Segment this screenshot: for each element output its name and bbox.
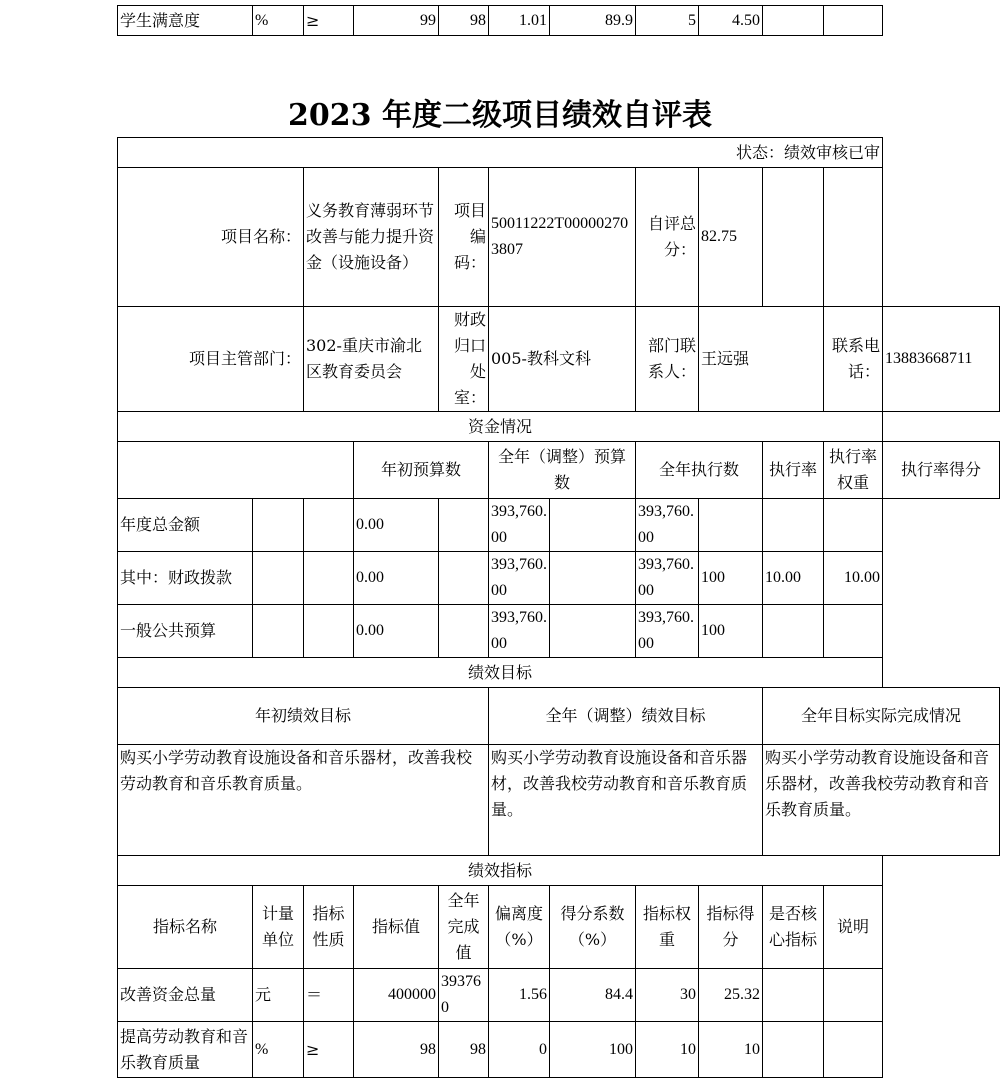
department-label: 项目主管部门： xyxy=(118,307,304,412)
deviation: 0 xyxy=(489,1022,550,1078)
table-row xyxy=(118,1022,1000,1078)
funds-rate xyxy=(699,499,763,552)
ind-header-deviation: 偏离度（%） xyxy=(489,886,550,969)
self-evaluation-table xyxy=(117,137,1000,1078)
actual-value: 393760 xyxy=(439,969,489,1022)
indicator-name: 学生满意度 xyxy=(118,6,253,36)
funds-weight: 10.00 xyxy=(763,552,824,605)
funds-initial: 0.00 xyxy=(354,552,439,605)
unit: 元 xyxy=(253,969,304,1022)
self-score-label: 自评总分： xyxy=(636,168,699,307)
phone-value: 13883668711 xyxy=(883,307,1000,412)
actual-value: 98 xyxy=(439,6,489,36)
ind-header-core: 是否核心指标 xyxy=(763,886,824,969)
goal-actual: 购买小学劳动教育设施设备和音乐器材，改善我校劳动教育和音乐教育质量。 xyxy=(763,745,1000,856)
funds-rate: 100 xyxy=(699,605,763,658)
score-coefficient: 84.4 xyxy=(550,969,636,1022)
previous-indicator-table xyxy=(117,5,883,36)
table-row xyxy=(118,745,1000,856)
funds-initial: 0.00 xyxy=(354,499,439,552)
ind-header-weight: 指标权重 xyxy=(636,886,699,969)
nature: ＝ xyxy=(304,969,354,1022)
indicators-section-title: 绩效指标 xyxy=(118,856,883,886)
note xyxy=(824,6,883,36)
table-row xyxy=(118,886,1000,969)
is-core xyxy=(763,1022,824,1078)
funds-score: 10.00 xyxy=(824,552,883,605)
ind-header-note: 说明 xyxy=(824,886,883,969)
unit: % xyxy=(253,6,304,36)
nature: ≥ xyxy=(304,1022,354,1078)
target-value: 99 xyxy=(354,6,439,36)
ind-header-nature: 指标性质 xyxy=(304,886,354,969)
finance-office-value: 005-教科文科 xyxy=(489,307,636,412)
funds-weight xyxy=(763,499,824,552)
funds-header-weight: 执行率权重 xyxy=(824,442,883,499)
funds-row-label: 一般公共预算 xyxy=(118,605,253,658)
project-code-label: 项目编码： xyxy=(439,168,489,307)
target-value: 98 xyxy=(354,1022,439,1078)
funds-adjusted: 393,760.00 xyxy=(489,605,550,658)
status-label: 状态：绩效审核已审 xyxy=(118,138,883,168)
goal-adjusted: 购买小学劳动教育设施设备和音乐器材，改善我校劳动教育和音乐教育质量。 xyxy=(489,745,763,856)
funds-header-score: 执行率得分 xyxy=(883,442,1000,499)
funds-score xyxy=(824,605,883,658)
contact-label: 部门联系人： xyxy=(636,307,699,412)
funds-row-label: 其中：财政拨款 xyxy=(118,552,253,605)
project-name-value: 义务教育薄弱环节改善与能力提升资金（设施设备） xyxy=(304,168,439,307)
indicator-score: 25.32 xyxy=(699,969,763,1022)
table-row xyxy=(118,6,883,36)
funds-weight xyxy=(763,605,824,658)
goal-header-adjusted: 全年（调整）绩效目标 xyxy=(489,688,763,745)
nature: ≥ xyxy=(304,6,354,36)
deviation: 1.01 xyxy=(489,6,550,36)
is-core xyxy=(763,6,824,36)
table-row xyxy=(118,605,1000,658)
ind-header-name: 指标名称 xyxy=(118,886,253,969)
score-coefficient: 89.9 xyxy=(550,6,636,36)
is-core xyxy=(763,969,824,1022)
table-row xyxy=(118,969,1000,1022)
ind-header-score: 指标得分 xyxy=(699,886,763,969)
weight: 30 xyxy=(636,969,699,1022)
funds-section-title: 资金情况 xyxy=(118,412,883,442)
note xyxy=(824,1022,883,1078)
indicator-score: 4.50 xyxy=(699,6,763,36)
note xyxy=(824,969,883,1022)
indicator-name: 提高劳动教育和音乐教育质量 xyxy=(118,1022,253,1078)
ind-header-actual: 全年完成值 xyxy=(439,886,489,969)
funds-adjusted: 393,760.00 xyxy=(489,499,550,552)
indicator-name: 改善资金总量 xyxy=(118,969,253,1022)
weight: 5 xyxy=(636,6,699,36)
ind-header-coefficient: 得分系数（%） xyxy=(550,886,636,969)
table-row xyxy=(118,168,1000,307)
ind-header-unit: 计量单位 xyxy=(253,886,304,969)
project-code-value: 50011222T000002703807 xyxy=(489,168,636,307)
goal-initial: 购买小学劳动教育设施设备和音乐器材，改善我校劳动教育和音乐教育质量。 xyxy=(118,745,489,856)
funds-executed: 393,760.00 xyxy=(636,499,699,552)
phone-label: 联系电话： xyxy=(824,307,883,412)
target-value: 400000 xyxy=(354,969,439,1022)
weight: 10 xyxy=(636,1022,699,1078)
self-score-value: 82.75 xyxy=(699,168,763,307)
goals-section-title: 绩效目标 xyxy=(118,658,883,688)
deviation: 1.56 xyxy=(489,969,550,1022)
ind-header-target: 指标值 xyxy=(354,886,439,969)
finance-office-label: 财政归口处室： xyxy=(439,307,489,412)
table-row xyxy=(118,442,1000,499)
funds-adjusted: 393,760.00 xyxy=(489,552,550,605)
indicator-score: 10 xyxy=(699,1022,763,1078)
project-name-label: 项目名称： xyxy=(118,168,304,307)
table-row xyxy=(118,688,1000,745)
funds-executed: 393,760.00 xyxy=(636,605,699,658)
unit: % xyxy=(253,1022,304,1078)
contact-value: 王远强 xyxy=(699,307,824,412)
table-row xyxy=(118,307,1000,412)
funds-row-label: 年度总金额 xyxy=(118,499,253,552)
department-value: 302-重庆市渝北区教育委员会 xyxy=(304,307,439,412)
goal-header-actual: 全年目标实际完成情况 xyxy=(763,688,1000,745)
funds-rate: 100 xyxy=(699,552,763,605)
page-title: 2023 年度二级项目绩效自评表 xyxy=(288,98,712,133)
table-row xyxy=(118,552,1000,605)
score-coefficient: 100 xyxy=(550,1022,636,1078)
funds-header-rate: 执行率 xyxy=(763,442,824,499)
funds-header-executed: 全年执行数 xyxy=(636,442,763,499)
funds-executed: 393,760.00 xyxy=(636,552,699,605)
actual-value: 98 xyxy=(439,1022,489,1078)
goal-header-initial: 年初绩效目标 xyxy=(118,688,489,745)
funds-header-initial: 年初预算数 xyxy=(354,442,489,499)
funds-header-adjusted: 全年（调整）预算数 xyxy=(489,442,636,499)
table-row xyxy=(118,499,1000,552)
funds-initial: 0.00 xyxy=(354,605,439,658)
funds-score xyxy=(824,499,883,552)
